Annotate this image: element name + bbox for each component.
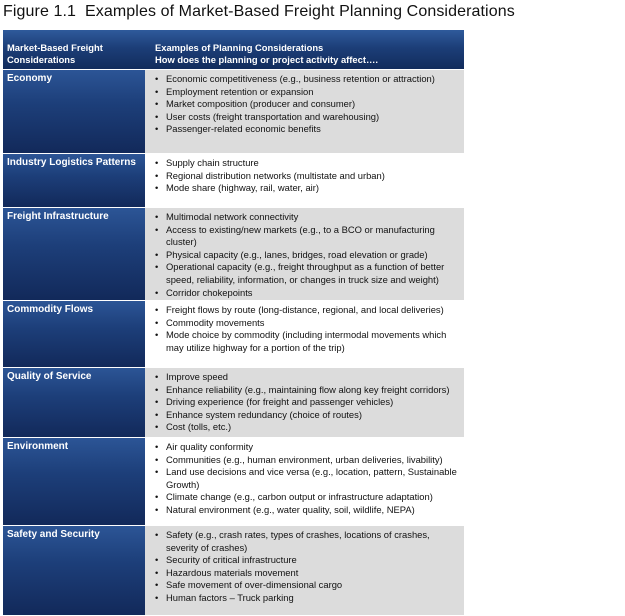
list-item: • Corridor chokepoints — [155, 287, 458, 300]
figure-number: Figure 1.1 — [3, 3, 77, 20]
row-category: Economy — [3, 70, 145, 153]
list-item: • Market composition (producer and consumer) — [155, 98, 458, 111]
list-item: • Operational capacity (e.g., freight throughput as a function of better speed, reliability, information, or changes in truck size and weight) — [155, 261, 458, 286]
list-item: • Freight flows by route (long-distance, regional, and local deliveries) — [155, 304, 458, 317]
list-item: • Driving experience (for freight and passenger vehicles) — [155, 396, 458, 409]
table-row-environment — [3, 437, 464, 525]
table-row-industry-logistics — [3, 153, 464, 207]
list-item: • Employment retention or expansion — [155, 86, 458, 99]
list-item: • Multimodal network connectivity — [155, 211, 458, 224]
list-item: • Mode share (highway, rail, water, air) — [155, 182, 458, 195]
list-item: • Climate change (e.g., carbon output or infrastructure adaptation) — [155, 491, 458, 504]
table-row-safety-security — [3, 525, 464, 615]
row-items — [145, 438, 464, 525]
row-items — [145, 301, 464, 367]
header-col1-line1: Market-Based Freight — [7, 42, 103, 53]
row-items — [145, 154, 464, 207]
header-col1-line2: Considerations — [7, 53, 76, 65]
list-item: • Mode choice by commodity (including intermodal movements which may utilize highway for a portion of the trip) — [155, 329, 458, 354]
row-category: Safety and Security — [3, 526, 145, 615]
list-item: • Safety (e.g., crash rates, types of crashes, locations of crashes, severity of crashes) — [155, 529, 458, 554]
list-item: • Human factors – Truck parking — [155, 592, 458, 605]
list-item: • Supply chain structure — [155, 157, 458, 170]
list-item: • Enhance reliability (e.g., maintaining flow along key freight corridors) — [155, 384, 458, 397]
list-item: • Commodity movements — [155, 317, 458, 330]
considerations-table — [3, 30, 464, 615]
list-item: • Land use decisions and vice versa (e.g., location, pattern, Sustainable Growth) — [155, 466, 458, 491]
row-category: Environment — [3, 438, 145, 525]
list-item: • Air quality conformity — [155, 441, 458, 454]
list-item: • Passenger-related economic benefits — [155, 123, 458, 136]
row-category: Industry Logistics Patterns — [3, 154, 145, 207]
row-items — [145, 70, 464, 153]
row-items — [145, 526, 464, 615]
list-item: • Security of critical infrastructure — [155, 554, 458, 567]
list-item: • Hazardous materials movement — [155, 567, 458, 580]
row-items — [145, 208, 464, 300]
list-item: • Enhance system redundancy (choice of routes) — [155, 409, 458, 422]
table-header — [3, 30, 464, 69]
table-row-quality-of-service — [3, 367, 464, 437]
table-row-commodity-flows — [3, 300, 464, 367]
list-item: • Cost (tolls, etc.) — [155, 421, 458, 434]
row-items — [145, 368, 464, 437]
row-category: Commodity Flows — [3, 301, 145, 367]
list-item: • Access to existing/new markets (e.g., to a BCO or manufacturing cluster) — [155, 224, 458, 249]
list-item: • Natural environment (e.g., water quality, soil, wildlife, NEPA) — [155, 504, 458, 517]
header-col2-line1: Examples of Planning Considerations — [155, 42, 324, 53]
list-item: • Improve speed — [155, 371, 458, 384]
list-item: • User costs (freight transportation and warehousing) — [155, 111, 458, 124]
header-col-considerations — [3, 30, 145, 69]
header-col-examples — [145, 30, 464, 69]
list-item: • Safe movement of over-dimensional cargo — [155, 579, 458, 592]
list-item: • Communities (e.g., human environment, urban deliveries, livability) — [155, 454, 458, 467]
table-row-economy — [3, 69, 464, 153]
list-item: • Physical capacity (e.g., lanes, bridges, road elevation or grade) — [155, 249, 458, 262]
row-category: Freight Infrastructure — [3, 208, 145, 300]
figure-title — [3, 3, 515, 21]
header-col2-line2: How does the planning or project activity affect…. — [155, 53, 378, 65]
list-item: • Economic competitiveness (e.g., business retention or attraction) — [155, 73, 458, 86]
table-row-freight-infrastructure — [3, 207, 464, 300]
figure-caption: Examples of Market-Based Freight Planning Considerations — [85, 3, 515, 20]
row-category: Quality of Service — [3, 368, 145, 437]
list-item: • Regional distribution networks (multistate and urban) — [155, 170, 458, 183]
